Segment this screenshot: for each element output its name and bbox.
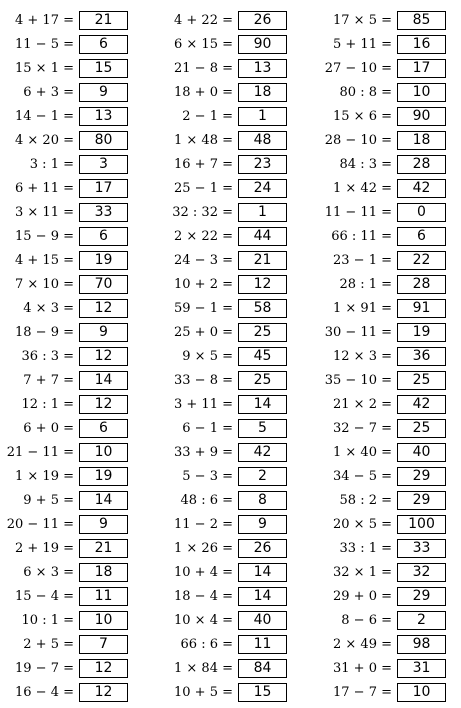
- answer-box: 25: [397, 371, 446, 390]
- problem-row: [160, 56, 287, 80]
- answer-box: 26: [238, 539, 287, 558]
- answer-box: 9: [238, 515, 287, 534]
- answer-box: 10: [79, 611, 128, 630]
- problem-expression: 10 + 5 =: [174, 684, 233, 700]
- problem-row: [320, 272, 446, 296]
- problem-expression: 66 : 11 =: [331, 228, 392, 244]
- problem-row: [0, 8, 128, 32]
- problem-expression: 17 × 5 =: [333, 12, 392, 28]
- problem-row: [160, 416, 287, 440]
- problem-row: [160, 368, 287, 392]
- answer-box: 11: [79, 587, 128, 606]
- problem-row: [320, 416, 446, 440]
- problem-row: [320, 128, 446, 152]
- problem-row: [320, 464, 446, 488]
- problem-expression: 20 − 11 =: [6, 516, 74, 532]
- problem-row: [0, 152, 128, 176]
- answer-box: 12: [238, 275, 287, 294]
- problem-row: [320, 248, 446, 272]
- problem-row: [160, 488, 287, 512]
- answer-box: 21: [79, 11, 128, 30]
- problem-row: [0, 56, 128, 80]
- answer-box: 6: [79, 419, 128, 438]
- problem-row: [160, 608, 287, 632]
- problem-row: [320, 368, 446, 392]
- problem-expression: 33 : 1 =: [339, 540, 392, 556]
- problem-row: [160, 152, 287, 176]
- answer-box: 8: [238, 491, 287, 510]
- problem-expression: 7 × 10 =: [15, 276, 74, 292]
- problem-row: [160, 320, 287, 344]
- problem-expression: 2 × 49 =: [333, 636, 392, 652]
- problem-expression: 12 × 3 =: [333, 348, 392, 364]
- problem-expression: 6 + 3 =: [23, 84, 74, 100]
- problem-expression: 3 × 11 =: [15, 204, 74, 220]
- problem-row: [0, 176, 128, 200]
- problem-row: [320, 200, 446, 224]
- problem-expression: 6 × 15 =: [174, 36, 233, 52]
- problem-expression: 1 × 84 =: [174, 660, 233, 676]
- answer-box: 10: [397, 683, 446, 702]
- problem-expression: 18 − 9 =: [15, 324, 74, 340]
- answer-box: 32: [397, 563, 446, 582]
- problem-row: [160, 272, 287, 296]
- problem-expression: 15 × 6 =: [333, 108, 392, 124]
- answer-box: 40: [397, 443, 446, 462]
- answer-box: 18: [79, 563, 128, 582]
- problem-row: [0, 80, 128, 104]
- problem-row: [0, 632, 128, 656]
- problem-row: [0, 200, 128, 224]
- problem-expression: 19 − 7 =: [15, 660, 74, 676]
- answer-box: 22: [397, 251, 446, 270]
- answer-box: 13: [238, 59, 287, 78]
- problem-expression: 3 + 11 =: [174, 396, 233, 412]
- problem-expression: 3 : 1 =: [29, 156, 74, 172]
- problem-expression: 25 + 0 =: [174, 324, 233, 340]
- problem-row: [0, 536, 128, 560]
- answer-box: 42: [397, 395, 446, 414]
- problem-expression: 10 + 4 =: [174, 564, 233, 580]
- problem-expression: 4 × 3 =: [23, 300, 74, 316]
- problem-row: [0, 608, 128, 632]
- answer-box: 12: [79, 395, 128, 414]
- problem-row: [320, 560, 446, 584]
- answer-box: 85: [397, 11, 446, 30]
- problem-expression: 2 + 5 =: [23, 636, 74, 652]
- answer-box: 24: [238, 179, 287, 198]
- problem-row: [160, 344, 287, 368]
- problem-row: [320, 440, 446, 464]
- problem-column-2: [160, 8, 287, 704]
- problem-row: [0, 224, 128, 248]
- answer-box: 14: [238, 395, 287, 414]
- answer-box: 15: [79, 59, 128, 78]
- answer-box: 45: [238, 347, 287, 366]
- answer-box: 5: [238, 419, 287, 438]
- problem-expression: 14 − 1 =: [15, 108, 74, 124]
- problem-expression: 15 − 4 =: [15, 588, 74, 604]
- problem-row: [0, 680, 128, 704]
- problem-row: [160, 32, 287, 56]
- answer-box: 25: [397, 419, 446, 438]
- problem-expression: 84 : 3 =: [339, 156, 392, 172]
- answer-box: 36: [397, 347, 446, 366]
- problem-expression: 20 × 5 =: [333, 516, 392, 532]
- problem-row: [160, 8, 287, 32]
- answer-box: 70: [79, 275, 128, 294]
- problem-expression: 1 × 91 =: [333, 300, 392, 316]
- problem-expression: 15 × 1 =: [15, 60, 74, 76]
- answer-box: 23: [238, 155, 287, 174]
- problem-expression: 10 + 2 =: [174, 276, 233, 292]
- problem-expression: 18 − 4 =: [174, 588, 233, 604]
- answer-box: 6: [79, 35, 128, 54]
- problem-expression: 1 × 19 =: [15, 468, 74, 484]
- problem-expression: 4 + 15 =: [15, 252, 74, 268]
- problem-expression: 66 : 6 =: [180, 636, 233, 652]
- answer-box: 9: [79, 83, 128, 102]
- problem-row: [0, 512, 128, 536]
- problem-expression: 36 : 3 =: [21, 348, 74, 364]
- problem-expression: 21 − 8 =: [174, 60, 233, 76]
- answer-box: 44: [238, 227, 287, 246]
- problem-row: [320, 632, 446, 656]
- problem-expression: 9 + 5 =: [23, 492, 74, 508]
- problem-expression: 4 + 22 =: [174, 12, 233, 28]
- answer-box: 33: [397, 539, 446, 558]
- answer-box: 58: [238, 299, 287, 318]
- problem-expression: 7 + 7 =: [23, 372, 74, 388]
- answer-box: 25: [238, 323, 287, 342]
- problem-row: [320, 608, 446, 632]
- problem-row: [0, 488, 128, 512]
- problem-row: [320, 80, 446, 104]
- answer-box: 33: [79, 203, 128, 222]
- problem-expression: 4 + 17 =: [15, 12, 74, 28]
- problem-expression: 17 − 7 =: [333, 684, 392, 700]
- problem-expression: 16 + 7 =: [174, 156, 233, 172]
- problem-expression: 6 − 1 =: [182, 420, 233, 436]
- problem-row: [320, 344, 446, 368]
- problem-row: [160, 512, 287, 536]
- problem-expression: 2 − 1 =: [182, 108, 233, 124]
- problem-expression: 31 + 0 =: [333, 660, 392, 676]
- problem-row: [0, 344, 128, 368]
- answer-box: 6: [79, 227, 128, 246]
- answer-box: 16: [397, 35, 446, 54]
- problem-row: [160, 176, 287, 200]
- problem-row: [160, 656, 287, 680]
- problem-expression: 1 × 42 =: [333, 180, 392, 196]
- answer-box: 13: [79, 107, 128, 126]
- problem-row: [160, 224, 287, 248]
- problem-expression: 10 × 4 =: [174, 612, 233, 628]
- answer-box: 10: [79, 443, 128, 462]
- answer-box: 10: [397, 83, 446, 102]
- problem-row: [0, 104, 128, 128]
- problem-row: [160, 128, 287, 152]
- problem-expression: 6 + 0 =: [23, 420, 74, 436]
- answer-box: 12: [79, 683, 128, 702]
- problem-row: [320, 8, 446, 32]
- problem-expression: 30 − 11 =: [324, 324, 392, 340]
- problem-row: [320, 680, 446, 704]
- problem-expression: 28 − 10 =: [324, 132, 392, 148]
- problem-row: [320, 320, 446, 344]
- problem-expression: 2 × 22 =: [174, 228, 233, 244]
- problem-expression: 10 : 1 =: [21, 612, 74, 628]
- problem-expression: 25 − 1 =: [174, 180, 233, 196]
- answer-box: 28: [397, 275, 446, 294]
- answer-box: 48: [238, 131, 287, 150]
- problem-expression: 12 : 1 =: [21, 396, 74, 412]
- problem-row: [160, 248, 287, 272]
- problem-row: [160, 80, 287, 104]
- problem-row: [320, 392, 446, 416]
- problem-row: [320, 584, 446, 608]
- problem-expression: 24 − 3 =: [174, 252, 233, 268]
- problem-expression: 33 + 9 =: [174, 444, 233, 460]
- answer-box: 2: [397, 611, 446, 630]
- problem-column-1: [0, 8, 128, 704]
- answer-box: 14: [79, 491, 128, 510]
- problem-expression: 18 + 0 =: [174, 84, 233, 100]
- problem-row: [160, 560, 287, 584]
- problem-expression: 21 − 11 =: [6, 444, 74, 460]
- problem-row: [320, 656, 446, 680]
- answer-box: 90: [397, 107, 446, 126]
- answer-box: 17: [397, 59, 446, 78]
- answer-box: 28: [397, 155, 446, 174]
- problem-row: [0, 296, 128, 320]
- answer-box: 12: [79, 659, 128, 678]
- answer-box: 11: [238, 635, 287, 654]
- problem-row: [160, 200, 287, 224]
- problem-expression: 35 − 10 =: [324, 372, 392, 388]
- answer-box: 40: [238, 611, 287, 630]
- problem-expression: 28 : 1 =: [339, 276, 392, 292]
- answer-box: 9: [79, 323, 128, 342]
- answer-box: 6: [397, 227, 446, 246]
- problem-expression: 5 − 3 =: [182, 468, 233, 484]
- problem-row: [0, 392, 128, 416]
- problem-expression: 32 : 32 =: [172, 204, 233, 220]
- answer-box: 21: [238, 251, 287, 270]
- problem-row: [160, 104, 287, 128]
- problem-column-3: [320, 8, 446, 704]
- problem-expression: 48 : 6 =: [180, 492, 233, 508]
- problem-row: [0, 440, 128, 464]
- answer-box: 9: [79, 515, 128, 534]
- answer-box: 31: [397, 659, 446, 678]
- problem-row: [0, 272, 128, 296]
- problem-row: [160, 584, 287, 608]
- problem-row: [0, 656, 128, 680]
- problem-expression: 32 − 7 =: [333, 420, 392, 436]
- answer-box: 14: [238, 587, 287, 606]
- answer-box: 14: [79, 371, 128, 390]
- answer-box: 2: [238, 467, 287, 486]
- problem-row: [0, 32, 128, 56]
- problem-row: [0, 128, 128, 152]
- problem-expression: 23 − 1 =: [333, 252, 392, 268]
- problem-row: [320, 296, 446, 320]
- answer-box: 91: [397, 299, 446, 318]
- problem-row: [0, 584, 128, 608]
- problem-expression: 6 × 3 =: [23, 564, 74, 580]
- answer-box: 80: [79, 131, 128, 150]
- problem-expression: 34 − 5 =: [333, 468, 392, 484]
- problem-row: [0, 320, 128, 344]
- problem-row: [0, 368, 128, 392]
- answer-box: 19: [397, 323, 446, 342]
- problem-row: [160, 680, 287, 704]
- problem-row: [320, 512, 446, 536]
- problem-row: [0, 560, 128, 584]
- problem-row: [320, 224, 446, 248]
- problem-row: [160, 296, 287, 320]
- answer-box: 42: [238, 443, 287, 462]
- answer-box: 25: [238, 371, 287, 390]
- answer-box: 7: [79, 635, 128, 654]
- problem-expression: 2 + 19 =: [15, 540, 74, 556]
- problem-expression: 11 − 5 =: [15, 36, 74, 52]
- problem-row: [0, 416, 128, 440]
- problem-expression: 1 × 40 =: [333, 444, 392, 460]
- problem-row: [160, 632, 287, 656]
- problem-expression: 6 + 11 =: [15, 180, 74, 196]
- problem-expression: 1 × 48 =: [174, 132, 233, 148]
- answer-box: 84: [238, 659, 287, 678]
- answer-box: 98: [397, 635, 446, 654]
- problem-row: [320, 152, 446, 176]
- problem-expression: 8 − 6 =: [341, 612, 392, 628]
- answer-box: 12: [79, 347, 128, 366]
- problem-row: [160, 536, 287, 560]
- problem-expression: 58 : 2 =: [339, 492, 392, 508]
- answer-box: 1: [238, 107, 287, 126]
- problem-expression: 9 × 5 =: [182, 348, 233, 364]
- answer-box: 90: [238, 35, 287, 54]
- answer-box: 29: [397, 587, 446, 606]
- problem-row: [160, 392, 287, 416]
- answer-box: 17: [79, 179, 128, 198]
- answer-box: 15: [238, 683, 287, 702]
- problem-expression: 5 + 11 =: [333, 36, 392, 52]
- problem-row: [320, 176, 446, 200]
- problem-row: [160, 440, 287, 464]
- problem-expression: 15 − 9 =: [15, 228, 74, 244]
- answer-box: 26: [238, 11, 287, 30]
- problem-expression: 27 − 10 =: [324, 60, 392, 76]
- answer-box: 12: [79, 299, 128, 318]
- problem-expression: 29 + 0 =: [333, 588, 392, 604]
- problem-expression: 21 × 2 =: [333, 396, 392, 412]
- answer-box: 0: [397, 203, 446, 222]
- problem-expression: 59 − 1 =: [174, 300, 233, 316]
- answer-box: 1: [238, 203, 287, 222]
- problem-expression: 1 × 26 =: [174, 540, 233, 556]
- answer-box: 42: [397, 179, 446, 198]
- answer-box: 18: [397, 131, 446, 150]
- answer-box: 19: [79, 467, 128, 486]
- answer-box: 29: [397, 491, 446, 510]
- problem-row: [320, 488, 446, 512]
- problem-row: [160, 464, 287, 488]
- answer-box: 19: [79, 251, 128, 270]
- answer-box: 14: [238, 563, 287, 582]
- problem-row: [320, 56, 446, 80]
- answer-box: 18: [238, 83, 287, 102]
- problem-expression: 80 : 8 =: [339, 84, 392, 100]
- answer-box: 29: [397, 467, 446, 486]
- problem-row: [0, 464, 128, 488]
- problem-expression: 33 − 8 =: [174, 372, 233, 388]
- problem-expression: 11 − 2 =: [174, 516, 233, 532]
- problem-expression: 11 − 11 =: [324, 204, 392, 220]
- problem-expression: 16 − 4 =: [15, 684, 74, 700]
- answer-box: 3: [79, 155, 128, 174]
- problem-row: [0, 248, 128, 272]
- answer-box: 21: [79, 539, 128, 558]
- problem-expression: 32 × 1 =: [333, 564, 392, 580]
- problem-row: [320, 32, 446, 56]
- problem-row: [320, 104, 446, 128]
- problem-expression: 4 × 20 =: [15, 132, 74, 148]
- answer-box: 100: [397, 515, 446, 534]
- problem-row: [320, 536, 446, 560]
